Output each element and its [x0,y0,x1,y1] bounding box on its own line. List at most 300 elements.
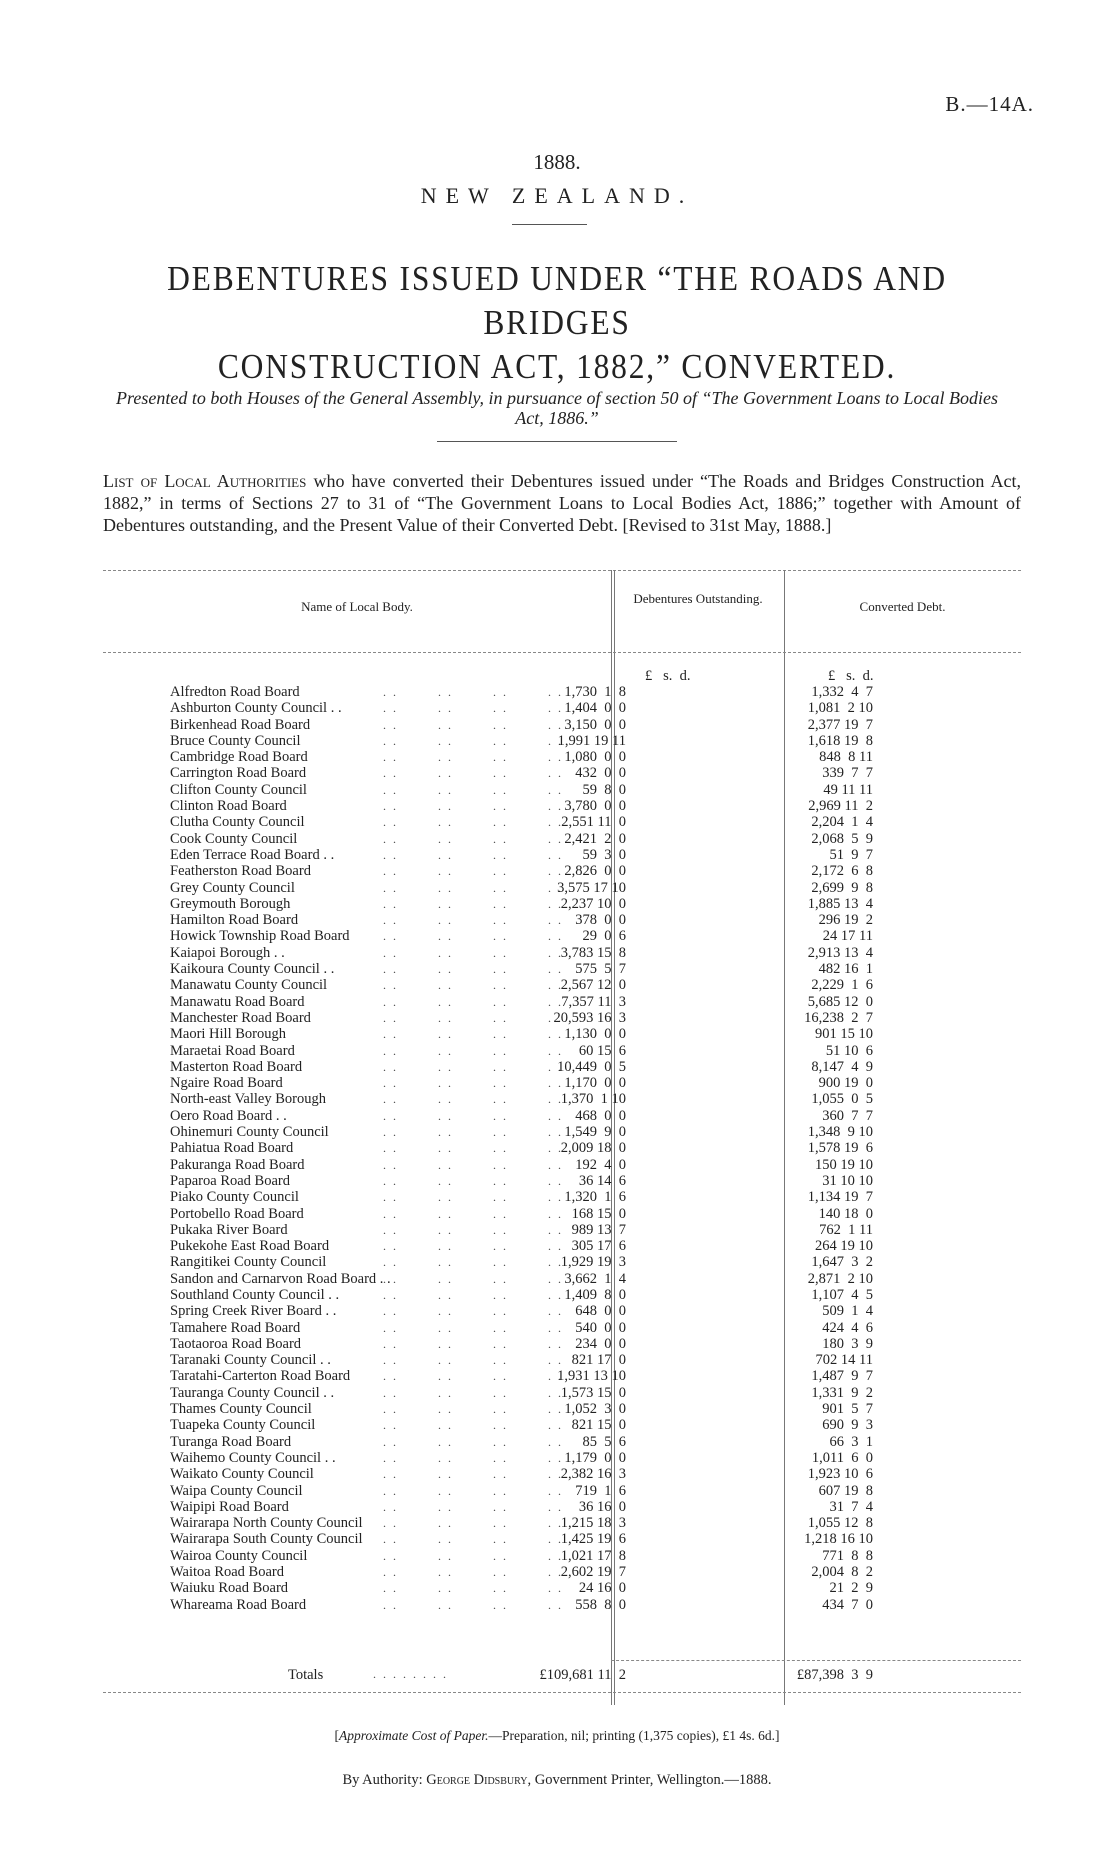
converted-debt: 2,377 19 7 [807,716,873,733]
converted-debt: 2,172 6 8 [811,863,873,880]
converted-debt: 2,004 8 2 [811,1564,873,1581]
table-row [103,1385,1021,1401]
converted-debt: 771 8 8 [822,1547,873,1564]
debentures-outstanding: 59 8 0 [582,781,626,798]
local-body-name: Carrington Road Board [170,765,307,782]
converted-debt: 66 3 1 [829,1433,873,1450]
paper-reference: B.—14A. [945,92,1034,116]
local-body-name: Eden Terrace Road Board . . [170,846,335,863]
header-converted: Converted Debt. [859,599,946,614]
converted-debt: 690 9 3 [822,1417,873,1434]
debentures-outstanding: 1,549 9 0 [564,1124,626,1141]
local-body-name: Whareama Road Board [170,1596,307,1613]
leader-dots: . . . . . . . . [383,1418,563,1433]
document-title [110,257,1005,389]
country: NEW ZEALAND. [420,183,694,208]
leader-dots: . . . . . . . . [383,1467,563,1482]
local-body-name: Wairarapa North County Council [170,1515,363,1532]
converted-debt: 1,885 13 4 [807,895,873,912]
converted-debt: 2,229 1 6 [811,977,873,994]
converted-debt: 360 7 7 [822,1107,873,1124]
leader-dots: . . . . . . . . [383,1402,563,1417]
leader-dots: . . . . . . . . [383,1434,563,1449]
local-body-name: Spring Creek River Board . . [170,1303,337,1320]
debentures-outstanding: 1,730 1 8 [564,684,626,700]
converted-debt: 1,055 12 8 [807,1515,873,1532]
converted-debt: 51 10 6 [825,1042,873,1059]
leader-dots: . . . . . . . . [383,1271,563,1286]
converted-debt: 848 8 11 [819,749,873,766]
leader-dots: . . . . . . . . [383,864,563,879]
leader-dots: . . . . . . . . [383,1532,563,1547]
printer-authority [0,1772,1114,1789]
debentures-outstanding: 1,404 0 0 [564,700,626,717]
debentures-outstanding: 1,170 0 0 [564,1075,626,1092]
table-row [103,977,1021,993]
table-row [103,1515,1021,1531]
local-body-name: Waipipi Road Board [170,1498,289,1515]
debentures-outstanding: 1,130 0 0 [564,1026,626,1043]
table-row [103,1124,1021,1140]
table-row [103,1352,1021,1368]
local-body-name: Pakuranga Road Board [170,1156,305,1173]
debentures-outstanding: 305 17 6 [571,1238,626,1255]
table-row [103,782,1021,798]
leader-dots: . . . . . . . . [383,1092,563,1107]
debentures-outstanding: 432 0 0 [575,765,626,782]
local-body-name: Ohinemuri County Council [170,1124,329,1141]
footnote-label: Approximate Cost of Paper. [339,1728,489,1743]
leader-dots: . . . . . . . . [383,1597,563,1612]
debentures-outstanding: 3,150 0 0 [564,716,626,733]
converted-debt: 180 3 9 [822,1335,873,1352]
converted-debt: 150 19 10 [815,1156,873,1173]
local-body-name: Oero Road Board . . [170,1107,287,1124]
table-row [103,994,1021,1010]
table-row [103,831,1021,847]
local-body-name: Pahiatua Road Board [170,1140,294,1157]
leader-dots: . . . . . . . . [383,847,563,862]
leader-dots: . . . . . . . . [383,815,563,830]
local-body-name: Cambridge Road Board [170,749,308,766]
debentures-outstanding: 821 15 0 [571,1417,626,1434]
local-body-name: Tamahere Road Board [170,1319,301,1336]
debentures-outstanding: 1,052 3 0 [564,1401,626,1418]
leader-dots: . . . . . . . . [383,896,563,911]
table-row [103,863,1021,879]
converted-debt: 2,913 13 4 [807,944,873,961]
local-body-name: North-east Valley Borough [170,1091,326,1108]
debentures-outstanding: 468 0 0 [575,1107,626,1124]
leader-dots: . . . . . . . . [383,799,563,814]
table-row [103,1483,1021,1499]
local-body-name: Hamilton Road Board [170,912,299,929]
debentures-outstanding: 7,357 11 3 [561,993,626,1010]
converted-debt: 264 19 10 [815,1238,873,1255]
debentures-outstanding: 168 15 0 [571,1205,626,1222]
local-body-name: Pukaka River Board [170,1221,288,1238]
local-body-name: Grey County Council [170,879,295,896]
local-body-name: Birkenhead Road Board [170,716,311,733]
leader-dots: . . . . . . . . [383,1304,563,1319]
debentures-outstanding: 24 16 0 [578,1580,626,1597]
debentures-outstanding: 2,237 10 0 [560,895,626,912]
debentures-outstanding: 2,551 11 0 [561,814,626,831]
local-body-name: Waipa County Council [170,1482,303,1499]
table-row [103,1303,1021,1319]
local-body-name: Clutha County Council [170,814,305,831]
local-body-name: Turanga Road Board [170,1433,292,1450]
table-row [103,1222,1021,1238]
local-body-name: Kaiapoi Borough . . [170,944,285,961]
leader-dots: . . . . . . . . [383,1125,563,1140]
debentures-outstanding: 1,179 0 0 [564,1449,626,1466]
local-body-name: Wairarapa South County Council [170,1531,363,1548]
table-row [103,1254,1021,1270]
table-row [103,1287,1021,1303]
converted-debt: 1,218 16 10 [804,1531,873,1548]
totals-converted: £87,398 3 9 [796,1667,873,1683]
converted-debt: 1,923 10 6 [807,1466,873,1483]
table-row [103,1271,1021,1287]
totals-outstanding: £109,681 11 2 [539,1667,626,1683]
local-body-name: Piako County Council [170,1189,299,1206]
converted-debt: 1,578 19 6 [807,1140,873,1157]
converted-debt: 8,147 4 9 [811,1058,873,1075]
table-row [103,847,1021,863]
local-body-name: Manchester Road Board [170,1009,311,1026]
table-row [103,1173,1021,1189]
converted-debt: 482 16 1 [818,961,873,978]
local-body-name: Manawatu County Council [170,977,328,994]
local-body-name: Manawatu Road Board [170,993,305,1010]
debentures-outstanding: 719 1 6 [575,1482,626,1499]
table-row [103,1091,1021,1107]
local-body-name: Waihemo County Council . . [170,1449,336,1466]
title-line-2: CONSTRUCTION ACT, 1882,” CONVERTED. [217,347,897,386]
debentures-outstanding: 20,593 16 3 [553,1009,626,1026]
debentures-outstanding: 60 15 6 [578,1042,626,1059]
table-row [103,1597,1021,1613]
intro-paragraph [103,470,1021,536]
table-row [103,1043,1021,1059]
table-row [103,896,1021,912]
table-row [103,1108,1021,1124]
local-body-name: Sandon and Carnarvon Road Board . . [170,1270,391,1287]
local-body-name: Alfredton Road Board [170,684,300,700]
table-bottom-rule [103,1692,1021,1693]
debentures-outstanding: 192 4 0 [575,1156,626,1173]
table-row [103,1564,1021,1580]
header-name: Name of Local Body. [301,599,413,614]
leader-dots: . . . . . . . . [383,1385,563,1400]
table-row [103,733,1021,749]
converted-debt: 762 1 11 [819,1221,873,1238]
local-body-name: Clifton County Council [170,781,307,798]
local-body-name: Thames County Council [170,1401,312,1418]
debentures-outstanding: 2,826 0 0 [564,863,626,880]
leader-dots: . . . . . . . . [383,994,563,1009]
leader-dots: . . . . . . . . [383,1320,563,1335]
table-row [103,1401,1021,1417]
header-outstanding: Debentures Outstanding. [633,591,763,606]
leader-dots: . . . . . . . . [383,978,563,993]
table-row [103,1157,1021,1173]
leader-dots: . . . . . . . . [383,1450,563,1465]
debentures-outstanding: 2,421 2 0 [564,830,626,847]
converted-debt: 1,081 2 10 [807,700,873,717]
local-body-name: Rangitikei County Council [170,1254,327,1271]
debentures-outstanding: 378 0 0 [575,912,626,929]
debentures-outstanding: 1,931 13 10 [557,1368,626,1385]
table-row [103,961,1021,977]
leader-dots: . . . . . . . . [383,1206,563,1221]
leader-dots: . . . . . . . . [383,717,563,732]
table-row [103,1417,1021,1433]
debentures-outstanding: 558 8 0 [575,1596,626,1613]
table-row [103,814,1021,830]
intro-text: who have converted their Debentures issued under “The Roads and Bridges Construction Act, 1882,” in terms of Sections 27 to 31 of “The Government Loans to Local Bodies Act, 1886;” together with Amount of Debentures outstanding, and the Present Value of their Converted Debt. [Revised to 31st May, 1888.] [103,471,1021,535]
converted-debt: 1,134 19 7 [807,1189,873,1206]
leader-dots: . . . . . . . . [383,945,563,960]
local-body-name: Paparoa Road Board [170,1172,290,1189]
debentures-outstanding: 1,215 18 3 [560,1515,626,1532]
local-body-name: Waikato County Council [170,1466,314,1483]
debentures-outstanding: 36 16 0 [578,1498,626,1515]
debentures-outstanding: 3,575 17 10 [557,879,626,896]
printer-name: George Didsbury [426,1772,528,1788]
converted-debt: 607 19 8 [818,1482,873,1499]
leader-dots: . . . . . . . . [383,962,563,977]
leader-dots: . . . . . . . . [383,1010,563,1025]
debentures-outstanding: 989 13 7 [571,1221,626,1238]
debentures-outstanding: 1,991 19 11 [557,732,626,749]
table-row [103,1466,1021,1482]
converted-debt: 49 11 11 [823,781,873,798]
debentures-outstanding: 1,425 19 6 [560,1531,626,1548]
totals-rule [611,1660,1021,1661]
divider [512,224,587,225]
table-row [103,1531,1021,1547]
table-row [103,749,1021,765]
debentures-outstanding: 3,780 0 0 [564,798,626,815]
local-body-name: Wairoa County Council [170,1547,308,1564]
debentures-outstanding: 821 17 0 [571,1352,626,1369]
totals-dots: . . . . . . . . [373,1667,448,1681]
converted-debt: 51 9 7 [829,846,873,863]
table-row [103,717,1021,733]
local-body-name: Portobello Road Board [170,1205,304,1222]
debentures-outstanding: 3,783 15 8 [560,944,626,961]
converted-debt: 31 7 4 [829,1498,873,1515]
converted-debt: 2,871 2 10 [807,1270,873,1287]
debentures-outstanding: 85 5 6 [582,1433,626,1450]
leader-dots: . . . . . . . . [383,880,563,895]
table-row [103,1320,1021,1336]
footnote-text: —Preparation, nil; printing (1,375 copies), £1 4s. 6d. [488,1728,775,1743]
debentures-outstanding: 3,662 1 4 [564,1270,626,1287]
local-body-name: Ngaire Road Board [170,1075,283,1092]
local-body-name: Howick Township Road Board [170,928,350,945]
table-row [103,1189,1021,1205]
authority-suffix: , Government Printer, Wellington.—1888. [527,1772,772,1788]
header-rule [103,652,1021,653]
table-row [103,1010,1021,1026]
leader-dots: . . . . . . . . [383,1548,563,1563]
table-row [103,1580,1021,1596]
table-row [103,1499,1021,1515]
leader-dots: . . . . . . . . [383,1255,563,1270]
leader-dots: . . . . . . . . [383,750,563,765]
converted-debt: 1,055 0 5 [811,1091,873,1108]
local-body-name: Taratahi-Carterton Road Board [170,1368,351,1385]
local-body-name: Southland County Council . . [170,1286,340,1303]
converted-debt: 1,647 3 2 [811,1254,873,1271]
leader-dots: . . . . . . . . [383,685,563,699]
leader-dots: . . . . . . . . [383,1516,563,1531]
leader-dots: . . . . . . . . [383,733,563,748]
debentures-outstanding: 234 0 0 [575,1335,626,1352]
converted-debt: 2,068 5 9 [811,830,873,847]
debentures-outstanding: 2,567 12 0 [560,977,626,994]
converted-debt: 24 17 11 [822,928,873,945]
local-body-name: Taranaki County Council . . [170,1352,331,1369]
debentures-outstanding: 36 14 6 [578,1172,626,1189]
local-body-name: Taotaoroa Road Board [170,1335,302,1352]
debentures-table [103,570,1021,1710]
local-body-name: Kaikoura County Council . . [170,961,335,978]
leader-dots: . . . . . . . . [383,1336,563,1351]
local-body-name: Clinton Road Board [170,798,287,815]
leader-dots: . . . . . . . . [383,1076,563,1091]
converted-debt: 2,204 1 4 [811,814,873,831]
converted-debt: 296 19 2 [818,912,873,929]
converted-debt: 509 1 4 [822,1303,873,1320]
debentures-outstanding: 2,602 19 7 [560,1564,626,1581]
table-row [103,1434,1021,1450]
local-body-name: Greymouth Borough [170,895,291,912]
converted-debt: 900 19 0 [818,1075,873,1092]
leader-dots: . . . . . . . . [383,1499,563,1514]
converted-debt: 1,618 19 8 [807,732,873,749]
local-body-name: Ashburton County Council . . [170,700,342,717]
local-body-name: Waiuku Road Board [170,1580,289,1597]
leader-dots: . . . . . . . . [383,1565,563,1580]
leader-dots: . . . . . . . . [383,913,563,928]
local-body-name: Bruce County Council [170,732,301,749]
debentures-outstanding: 1,080 0 0 [564,749,626,766]
leader-dots: . . . . . . . . [383,831,563,846]
table-row [103,1140,1021,1156]
converted-debt: 339 7 7 [822,765,873,782]
debentures-outstanding: 648 0 0 [575,1303,626,1320]
divider [437,441,677,442]
leader-dots: . . . . . . . . [383,1239,563,1254]
local-body-name: Pukekohe East Road Board [170,1238,330,1255]
converted-debt: 1,107 4 5 [811,1286,873,1303]
leader-dots: . . . . . . . . [383,701,563,716]
converted-debt: 702 14 11 [815,1352,873,1369]
debentures-outstanding: 575 5 7 [575,961,626,978]
leader-dots: . . . . . . . . [383,1027,563,1042]
debentures-outstanding: 1,929 19 3 [560,1254,626,1271]
leader-dots: . . . . . . . . [383,1581,563,1596]
converted-debt: 901 15 10 [815,1026,873,1043]
converted-debt: 1,332 4 7 [811,684,873,700]
leader-dots: . . . . . . . . [383,1108,563,1123]
debentures-outstanding: 10,449 0 5 [557,1058,626,1075]
converted-debt: 1,487 9 7 [811,1368,873,1385]
leader-dots: . . . . . . . . [383,1483,563,1498]
debentures-outstanding: 1,409 8 0 [564,1286,626,1303]
table-row [103,798,1021,814]
leader-dots: . . . . . . . . [383,1141,563,1156]
table-row [103,1075,1021,1091]
debentures-outstanding: 1,370 1 10 [560,1091,626,1108]
table-row [103,1336,1021,1352]
leader-dots: . . . . . . . . [383,1369,563,1384]
leader-dots: . . . . . . . . [383,1190,563,1205]
debentures-outstanding: 2,382 16 3 [560,1466,626,1483]
local-body-name: Masterton Road Board [170,1058,303,1075]
debentures-outstanding: 59 3 0 [582,846,626,863]
converted-debt: 140 18 0 [818,1205,873,1222]
intro-lead: List of Local Authorities [103,471,307,491]
converted-debt: 16,238 2 7 [804,1009,873,1026]
local-body-name: Waitoa Road Board [170,1564,284,1581]
leader-dots: . . . . . . . . [383,929,563,944]
table-row [103,1450,1021,1466]
converted-debt: 1,011 6 0 [811,1449,873,1466]
cost-footnote: [Approximate Cost of Paper.—Preparation, nil; printing (1,375 copies), £1 4s. 6d.] [334,1728,780,1743]
local-body-name: Cook County Council [170,830,298,847]
converted-debt: 901 5 7 [822,1401,873,1418]
debentures-outstanding: 2,009 18 0 [560,1140,626,1157]
debentures-outstanding: 1,573 15 0 [560,1384,626,1401]
table-top-rule [103,570,1021,571]
converted-debt: 5,685 12 0 [807,993,873,1010]
converted-debt: 434 7 0 [822,1596,873,1613]
units-converted: £ s. d. [828,668,874,684]
year: 1888. [533,150,581,174]
leader-dots: . . . . . . . . [383,1353,563,1368]
leader-dots: . . . . . . . . [383,1222,563,1237]
table-row [103,1548,1021,1564]
converted-debt: 21 2 9 [829,1580,873,1597]
table-row [103,912,1021,928]
local-body-name: Maraetai Road Board [170,1042,295,1059]
table-row [103,1059,1021,1075]
units-outstanding: £ s. d. [645,668,691,684]
converted-debt: 1,331 9 2 [811,1384,873,1401]
table-row [103,928,1021,944]
converted-debt: 2,699 9 8 [811,879,873,896]
table-row [103,880,1021,896]
converted-debt: 424 4 6 [822,1319,873,1336]
leader-dots: . . . . . . . . [383,1157,563,1172]
local-body-name: Featherston Road Board [170,863,311,880]
debentures-outstanding: 540 0 0 [575,1319,626,1336]
table-row [103,1368,1021,1384]
table-row [103,1206,1021,1222]
leader-dots: . . . . . . . . [383,1173,563,1188]
debentures-outstanding: 1,320 1 6 [564,1189,626,1206]
debentures-outstanding: 1,021 17 8 [560,1547,626,1564]
table-row [103,684,1021,700]
leader-dots: . . . . . . . . [383,1059,563,1074]
local-body-name: Maori Hill Borough [170,1026,286,1043]
leader-dots: . . . . . . . . [383,1287,563,1302]
